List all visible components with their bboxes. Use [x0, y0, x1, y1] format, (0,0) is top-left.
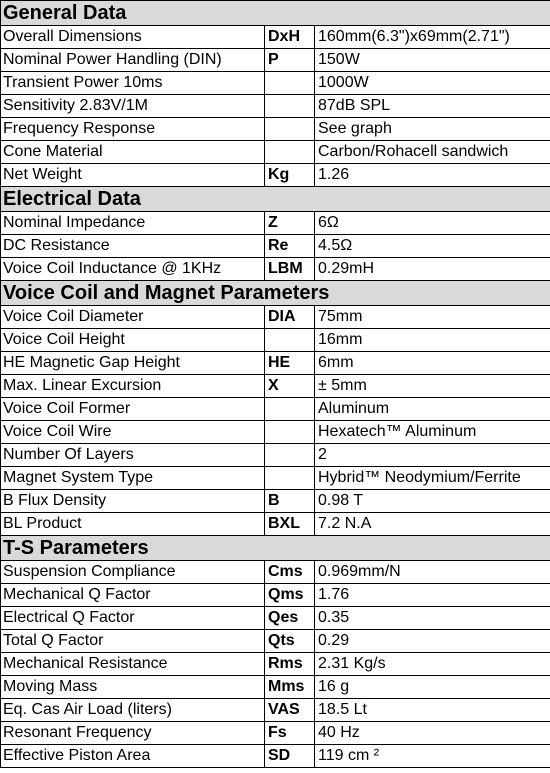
param-symbol: B	[265, 490, 315, 513]
param-symbol: X	[265, 375, 315, 398]
param-label: Resonant Frequency	[1, 722, 265, 745]
param-label: Net Weight	[1, 164, 265, 187]
param-symbol	[265, 398, 315, 421]
table-row	[1, 490, 550, 513]
param-value: 18.5 Lt	[315, 699, 550, 722]
param-value: Carbon/Rohacell sandwich	[315, 141, 550, 164]
table-row	[1, 258, 550, 281]
param-symbol	[265, 329, 315, 352]
table-row	[1, 329, 550, 352]
param-value: See graph	[315, 118, 550, 141]
param-value: Hybrid™ Neodymium/Ferrite	[315, 467, 550, 490]
param-symbol	[265, 72, 315, 95]
param-value: 0.29	[315, 630, 550, 653]
param-label: Voice Coil Diameter	[1, 306, 265, 329]
param-symbol: Qts	[265, 630, 315, 653]
param-label: Nominal Impedance	[1, 212, 265, 235]
param-symbol	[265, 467, 315, 490]
param-symbol	[265, 95, 315, 118]
table-row	[1, 561, 550, 584]
section-title: Voice Coil and Magnet Parameters	[1, 281, 550, 306]
param-symbol	[265, 141, 315, 164]
param-label: Transient Power 10ms	[1, 72, 265, 95]
param-value: 0.969mm/N	[315, 561, 550, 584]
param-label: Voice Coil Inductance @ 1KHz	[1, 258, 265, 281]
table-row	[1, 26, 550, 49]
param-value: 2.31 Kg/s	[315, 653, 550, 676]
table-row	[1, 352, 550, 375]
param-value: 160mm(6.3")x69mm(2.71")	[315, 26, 550, 49]
param-symbol: DxH	[265, 26, 315, 49]
param-label: Effective Piston Area	[1, 745, 265, 768]
param-label: Voice Coil Former	[1, 398, 265, 421]
param-value: 75mm	[315, 306, 550, 329]
param-label: Cone Material	[1, 141, 265, 164]
param-value: 0.29mH	[315, 258, 550, 281]
param-value: 1000W	[315, 72, 550, 95]
param-symbol: Qms	[265, 584, 315, 607]
param-value: 6Ω	[315, 212, 550, 235]
param-symbol: VAS	[265, 699, 315, 722]
param-label: Voice Coil Wire	[1, 421, 265, 444]
section-title: T-S Parameters	[1, 536, 550, 561]
table-row	[1, 513, 550, 536]
param-symbol: DIA	[265, 306, 315, 329]
table-row	[1, 722, 550, 745]
param-symbol: LBM	[265, 258, 315, 281]
param-label: BL Product	[1, 513, 265, 536]
table-row	[1, 72, 550, 95]
param-label: HE Magnetic Gap Height	[1, 352, 265, 375]
param-symbol: Qes	[265, 607, 315, 630]
section-title: General Data	[1, 1, 550, 26]
param-value: 6mm	[315, 352, 550, 375]
table-row	[1, 118, 550, 141]
table-row	[1, 607, 550, 630]
table-row	[1, 95, 550, 118]
param-symbol: Cms	[265, 561, 315, 584]
param-value: 0.35	[315, 607, 550, 630]
table-row	[1, 444, 550, 467]
table-row	[1, 676, 550, 699]
table-row	[1, 398, 550, 421]
param-value: Aluminum	[315, 398, 550, 421]
param-label: Overall Dimensions	[1, 26, 265, 49]
table-row	[1, 467, 550, 490]
param-label: Electrical Q Factor	[1, 607, 265, 630]
table-row	[1, 699, 550, 722]
section-header-t-s-parameters	[1, 536, 550, 561]
table-row	[1, 212, 550, 235]
table-row	[1, 421, 550, 444]
param-label: DC Resistance	[1, 235, 265, 258]
param-symbol: SD	[265, 745, 315, 768]
param-label: Max. Linear Excursion	[1, 375, 265, 398]
param-label: Number Of Layers	[1, 444, 265, 467]
param-label: Mechanical Resistance	[1, 653, 265, 676]
table-row	[1, 653, 550, 676]
table-row	[1, 630, 550, 653]
param-symbol	[265, 421, 315, 444]
param-symbol	[265, 118, 315, 141]
table-row	[1, 49, 550, 72]
param-label: Frequency Response	[1, 118, 265, 141]
param-symbol	[265, 444, 315, 467]
param-label: Magnet System Type	[1, 467, 265, 490]
table-row	[1, 584, 550, 607]
param-value: 1.26	[315, 164, 550, 187]
param-value: 7.2 N.A	[315, 513, 550, 536]
param-value: 0.98 T	[315, 490, 550, 513]
param-label: Total Q Factor	[1, 630, 265, 653]
param-value: Hexatech™ Aluminum	[315, 421, 550, 444]
param-value: 2	[315, 444, 550, 467]
param-value: 40 Hz	[315, 722, 550, 745]
table-row	[1, 375, 550, 398]
param-symbol: Re	[265, 235, 315, 258]
table-row	[1, 235, 550, 258]
param-label: Nominal Power Handling (DIN)	[1, 49, 265, 72]
param-value: 119 cm ²	[315, 745, 550, 768]
param-symbol: Z	[265, 212, 315, 235]
table-row	[1, 164, 550, 187]
param-label: B Flux Density	[1, 490, 265, 513]
param-value: 4.5Ω	[315, 235, 550, 258]
param-symbol: Kg	[265, 164, 315, 187]
param-label: Sensitivity 2.83V/1M	[1, 95, 265, 118]
param-symbol: Mms	[265, 676, 315, 699]
param-symbol: Rms	[265, 653, 315, 676]
param-label: Suspension Compliance	[1, 561, 265, 584]
table-row	[1, 141, 550, 164]
param-value: 87dB SPL	[315, 95, 550, 118]
param-label: Mechanical Q Factor	[1, 584, 265, 607]
param-value: 1.76	[315, 584, 550, 607]
section-title: Electrical Data	[1, 187, 550, 212]
param-value: ± 5mm	[315, 375, 550, 398]
param-symbol: Fs	[265, 722, 315, 745]
param-label: Moving Mass	[1, 676, 265, 699]
param-value: 150W	[315, 49, 550, 72]
param-value: 16mm	[315, 329, 550, 352]
spec-table-body	[1, 1, 550, 768]
section-header-electrical-data	[1, 187, 550, 212]
table-row	[1, 306, 550, 329]
table-row	[1, 745, 550, 768]
param-value: 16 g	[315, 676, 550, 699]
param-symbol: BXL	[265, 513, 315, 536]
param-label: Eq. Cas Air Load (liters)	[1, 699, 265, 722]
param-symbol: P	[265, 49, 315, 72]
section-header-voice-coil-and-magnet-parameters	[1, 281, 550, 306]
section-header-general-data	[1, 1, 550, 26]
param-label: Voice Coil Height	[1, 329, 265, 352]
param-symbol: HE	[265, 352, 315, 375]
